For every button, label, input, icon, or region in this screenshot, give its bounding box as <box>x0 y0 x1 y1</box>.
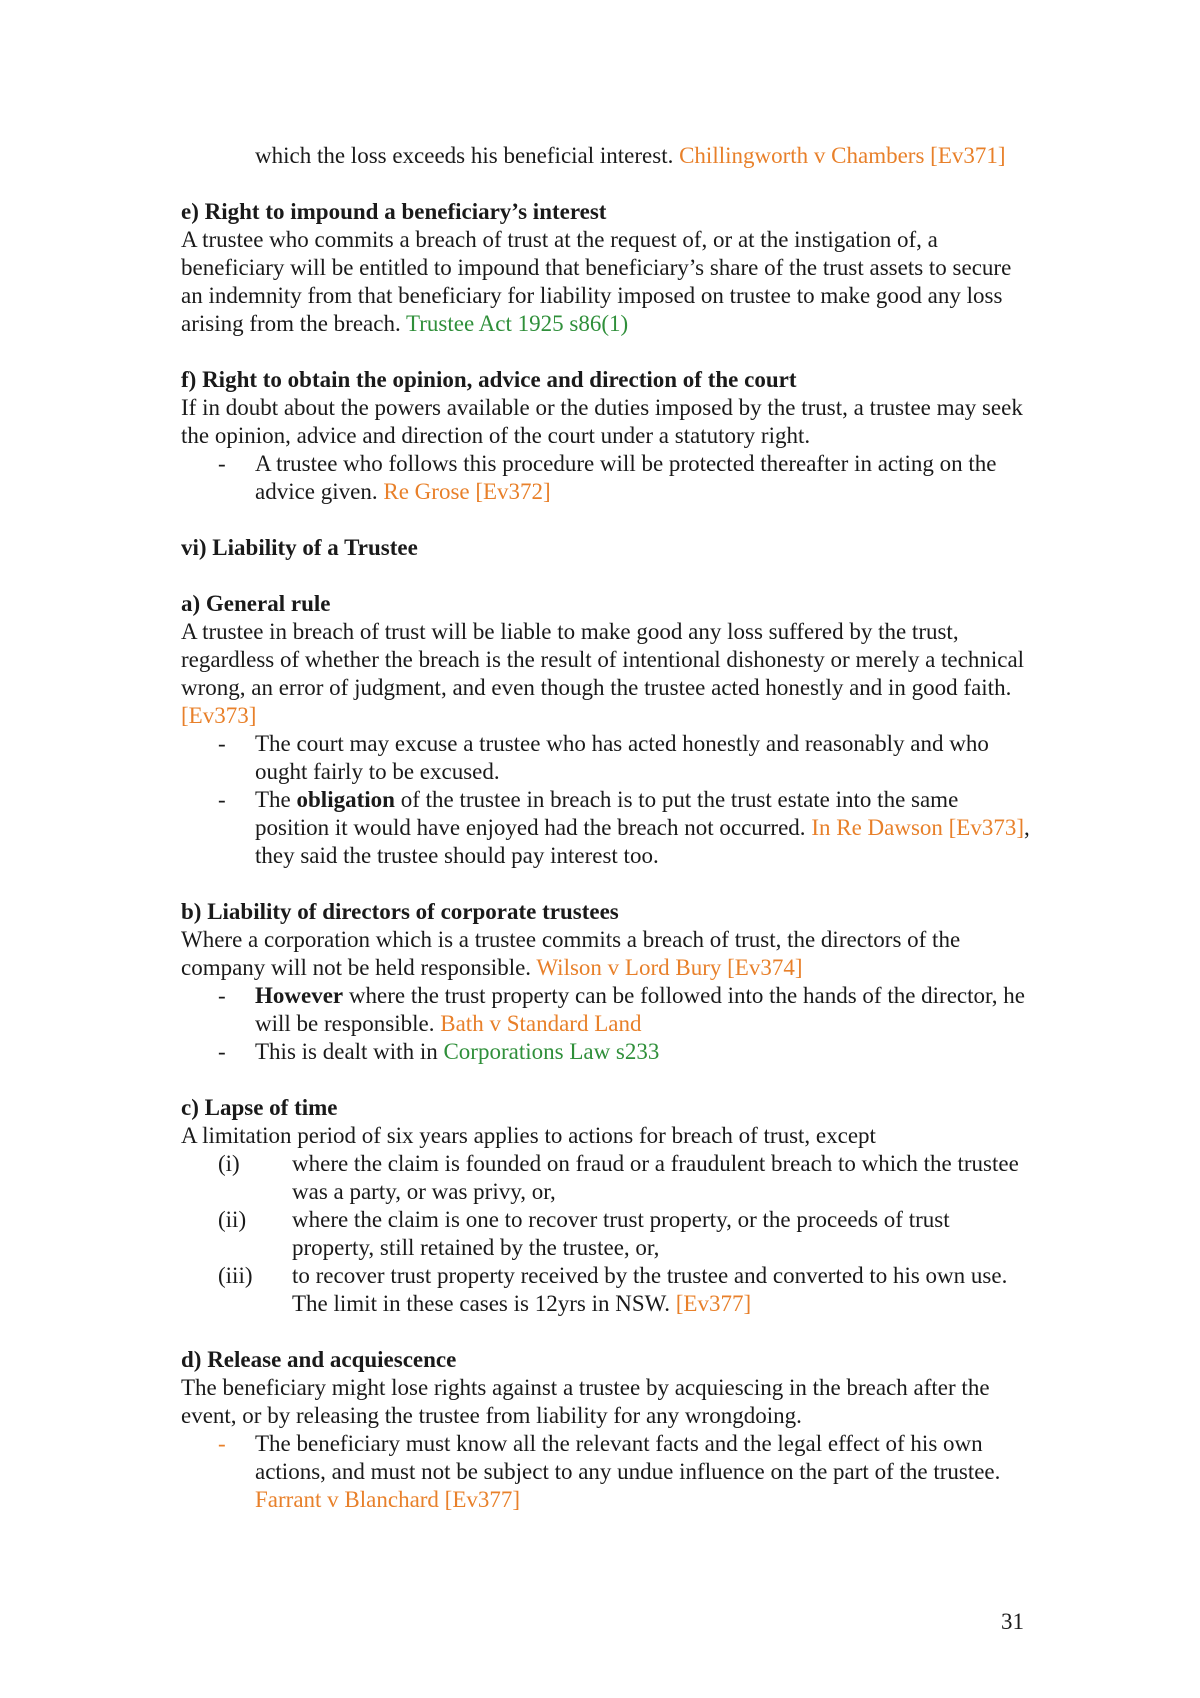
statute-citation: Trustee Act 1925 s86(1) <box>406 311 629 336</box>
list-item-text: where the claim is founded on fraud or a fraudulent breach to which the trustee was a party, or was privy, or, <box>292 1151 1019 1204</box>
case-citation: [Ev377] <box>675 1291 752 1316</box>
paragraph-text: A trustee in breach of trust will be liable to make good any loss suffered by the trust, regardless of whether the breach is the result of intentional dishonesty or merely a technical wrong, an error of judgment, and even though the trustee acted honestly and in good faith. <box>181 619 1025 700</box>
case-citation: Re Grose [Ev372] <box>383 479 551 504</box>
page-content <box>181 142 1031 1514</box>
list-item <box>181 730 1031 786</box>
section-f-paragraph: If in doubt about the powers available or the duties imposed by the trust, a trustee may seek the opinion, advice and direction of the court under a statutory right. <box>181 395 1023 448</box>
case-citation: [Ev373] <box>181 703 257 728</box>
list-item-text: The <box>255 787 297 812</box>
case-citation: Wilson v Lord Bury [Ev374] <box>536 955 803 980</box>
numbered-item <box>181 1150 1031 1206</box>
section-a-paragraph <box>181 618 1031 730</box>
case-citation: Farrant v Blanchard [Ev377] <box>255 1487 521 1512</box>
list-item-text: The court may excuse a trustee who has acted honestly and reasonably and who ought fairly to be excused. <box>255 731 989 784</box>
section-b-paragraph <box>181 926 1031 982</box>
bold-term: obligation <box>296 787 395 812</box>
list-item <box>181 450 1031 506</box>
list-marker: (iii) <box>218 1263 253 1288</box>
list-item-text: to recover trust property received by the trustee and converted to his own use. The limit in these cases is 12yrs in NSW. <box>292 1263 1008 1316</box>
case-citation: Bath v Standard Land <box>440 1011 642 1036</box>
list-marker: - <box>218 731 226 756</box>
section-c-paragraph: A limitation period of six years applies to actions for breach of trust, except <box>181 1123 876 1148</box>
list-item <box>181 1038 1031 1066</box>
section-heading-f: f) Right to obtain the opinion, advice and direction of the court <box>181 367 797 392</box>
section-heading-d: d) Release and acquiescence <box>181 1347 457 1372</box>
list-marker: - <box>218 1039 226 1064</box>
list-item-text: where the claim is one to recover trust property, or the proceeds of trust property, still retained by the trustee, or, <box>292 1207 950 1260</box>
list-item-text: , they said the trustee should pay interest too. <box>255 815 1030 868</box>
list-item <box>181 1430 1031 1514</box>
list-marker: - <box>218 451 226 476</box>
continuation-paragraph <box>181 142 1031 170</box>
paragraph-text: Where a corporation which is a trustee commits a breach of trust, the directors of the company will not be held responsible. <box>181 927 961 980</box>
page-number: 31 <box>1001 1609 1024 1634</box>
list-item-text: where the trust property can be followed into the hands of the director, he will be responsible. <box>255 983 1025 1036</box>
list-marker: (i) <box>218 1151 240 1176</box>
section-heading-b: b) Liability of directors of corporate trustees <box>181 899 619 924</box>
section-heading-e: e) Right to impound a beneficiary’s interest <box>181 199 607 224</box>
section-d-paragraph: The beneficiary might lose rights against a trustee by acquiescing in the breach after the event, or by releasing the trustee from liability for any wrongdoing. <box>181 1375 990 1428</box>
section-heading-vi: vi) Liability of a Trustee <box>181 535 418 560</box>
list-item-text: A trustee who follows this procedure will be protected thereafter in acting on the advice given. <box>255 451 997 504</box>
list-item-text: This is dealt with in <box>255 1039 444 1064</box>
case-citation: Chillingworth v Chambers [Ev371] <box>679 143 1006 168</box>
bold-term: However <box>255 983 344 1008</box>
section-heading-c: c) Lapse of time <box>181 1095 338 1120</box>
numbered-item <box>181 1262 1031 1318</box>
list-marker: - <box>218 983 226 1008</box>
section-heading-a: a) General rule <box>181 591 331 616</box>
list-item-text: The beneficiary must know all the relevant facts and the legal effect of his own actions, and must not be subject to any undue influence on the part of the trustee. <box>255 1431 1001 1484</box>
list-item-text: of the trustee in breach is to put the trust estate into the same position it would have enjoyed had the breach not occurred. <box>255 787 959 840</box>
section-e-paragraph <box>181 226 1031 338</box>
case-citation: In Re Dawson [Ev373] <box>811 815 1025 840</box>
list-marker: (ii) <box>218 1207 247 1232</box>
statute-citation: Corporations Law s233 <box>443 1039 660 1064</box>
numbered-item <box>181 1206 1031 1262</box>
list-item <box>181 982 1031 1038</box>
paragraph-text: which the loss exceeds his beneficial interest. <box>255 143 680 168</box>
list-item <box>181 786 1031 870</box>
list-marker: - <box>218 1431 226 1456</box>
paragraph-text: A trustee who commits a breach of trust at the request of, or at the instigation of, a beneficiary will be entitled to impound that beneficiary’s share of the trust assets to secure an indemnity from that beneficiary for liability imposed on trustee to make good any loss arising from the breach. <box>181 227 1012 336</box>
list-marker: - <box>218 787 226 812</box>
